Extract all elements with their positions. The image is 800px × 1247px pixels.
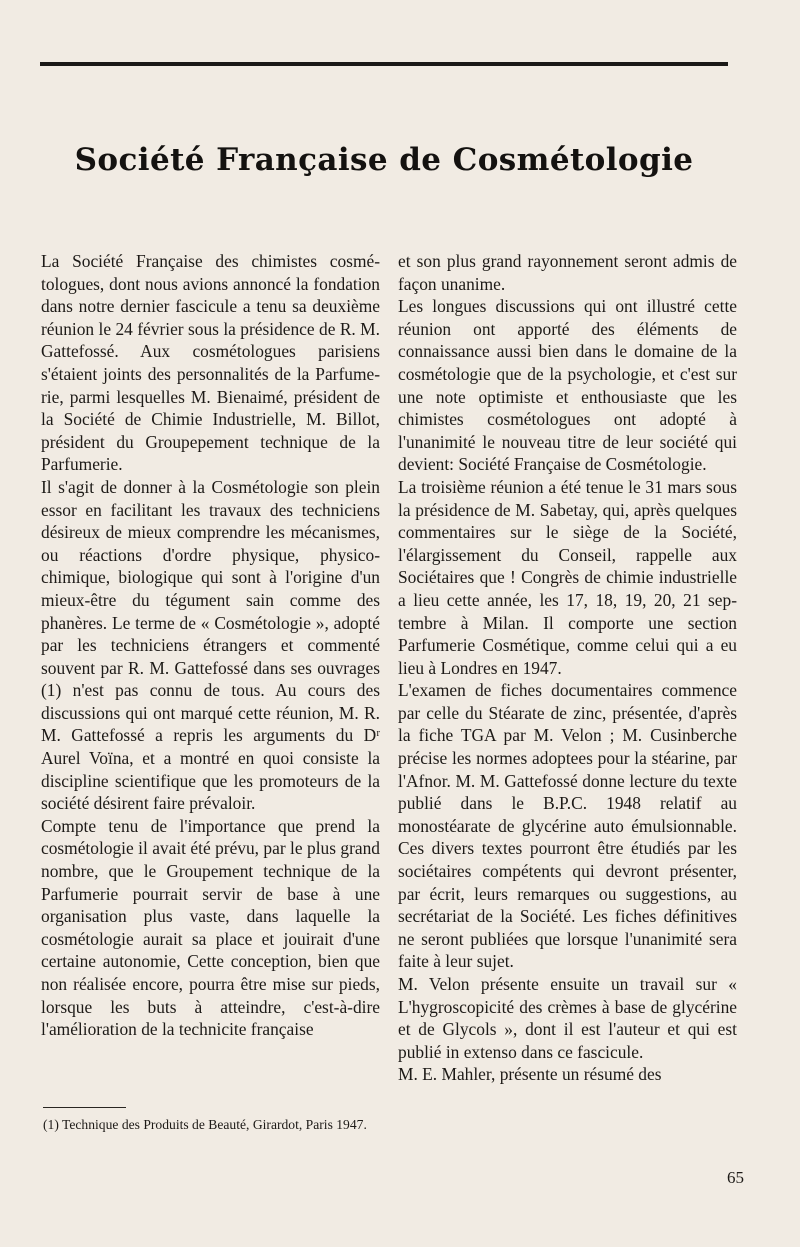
article-title: Société Française de Cosmétologie: [74, 142, 694, 178]
paragraph: Les longues discussions qui ont illustré cette réunion ont apporté des éléments de connaissance aussi bien dans le domaine de la cosmétologie que de la psychologie, et c'est sur une note optimiste et enthousiaste que les chimistes cosmétologues ont adopté à l'unanimité le nouveau titre de leur société qui devient: Société Française de Cosmétologie.: [398, 296, 737, 475]
paragraph: L'examen de fiches documentaires commence par celle du Stéarate de zinc, présentée, d'après la fiche TGA par M. Velon ; M. Cusinberche précise les normes adoptees pour la stéarine, par l'Afnor. M. M. Gattefossé donne lecture du texte publié dans le B.P.C. 1948 relatif au monostéarate de glycérine auto émulsionnable. Ces divers textes pourront être étudiés par les sociétaires compétents qui devront présenter, par écrit, leurs remarques ou suggestions, au secrétariat de la Société. Les fiches définitives ne seront publiées que lorsque l'unanimité sera faite à leur sujet.: [398, 680, 737, 972]
paragraph: Compte tenu de l'importance que prend la cosmétologie il avait été prévu, par le plus grand nombre, que le Groupement technique de la Parfumerie pourrait servir de base à une organisation plus vaste, dans laquelle la cosmétologie aurait sa place et jouirait d'une certaine autonomie, Cette conception, bien que non réalisée encore, pourra être mise sur pieds, lorsque les buts à atteindre, c'est-à-dire l'amélioration de la technicite française: [41, 815, 380, 1040]
paragraph: et son plus grand rayonnement seront admis de façon unanime.: [398, 251, 737, 294]
page-number: 65: [727, 1168, 744, 1187]
footnote: (1) Technique des Produits de Beauté, Girardot, Paris 1947.: [43, 1117, 367, 1132]
paragraph: La Société Française des chimistes cosmétologues, dont nous avions annoncé la fondation dans notre dernier fascicule a tenu sa deuxième réunion le 24 février sous la présidence de R. M. Gattefossé. Aux cosmétologues parisiens s'étaient joints des personnalités de la Parfumerie, parmi lesquelles M. Bienaimé, président de la Société de Chimie Industrielle, M. Billot, président du Groupepement technique de la Parfumerie.: [41, 251, 380, 475]
header-rule: [40, 62, 728, 66]
footnote-rule: [43, 1107, 126, 1108]
paragraph: M. Velon présente ensuite un travail sur « L'hygroscopicité des crèmes à base de glycérine et de Glycols », dont il est l'auteur et qui est publié in extenso dans ce fascicule.: [398, 974, 737, 1062]
left-column: [41, 250, 380, 1041]
paragraph: Il s'agit de donner à la Cosmétologie son plein essor en facilitant les travaux des techniciens désireux de mieux comprendre les mécanismes, ou réactions d'ordre physique, physico-chimique, biologique qui sont à l'origine d'un mieux-être du tégument sain comme des phanères. Le terme de « Cosmétologie », adopté par les techniciens étrangers et commenté souvent par R. M. Gattefossé dans ses ouvrages (1) n'est pas connu de tous. Au cours des discussions qui ont marqué cette réunion, M. R. M. Gattefossé a repris les arguments du Dʳ Aurel Voïna, et a montré en quoi consiste la discipline scientifique que les promoteurs de la société désirent faire prévaloir.: [41, 476, 380, 814]
right-column: [398, 250, 737, 1086]
paragraph: La troisième réunion a été tenue le 31 mars sous la présidence de M. Sabetay, qui, après quelques commentaires sur le siège de la Société, l'élargissement du Conseil, rappelle aux Sociétaires que ! Congrès de chimie industrielle a lieu cette année, les 17, 18, 19, 20, 21 septembre à Milan. Il comporte une section Parfumerie Cosmétique, comme celui qui a eu lieu à Londres en 1947.: [398, 476, 737, 678]
paragraph: M. E. Mahler, présente un résumé des: [398, 1064, 662, 1085]
